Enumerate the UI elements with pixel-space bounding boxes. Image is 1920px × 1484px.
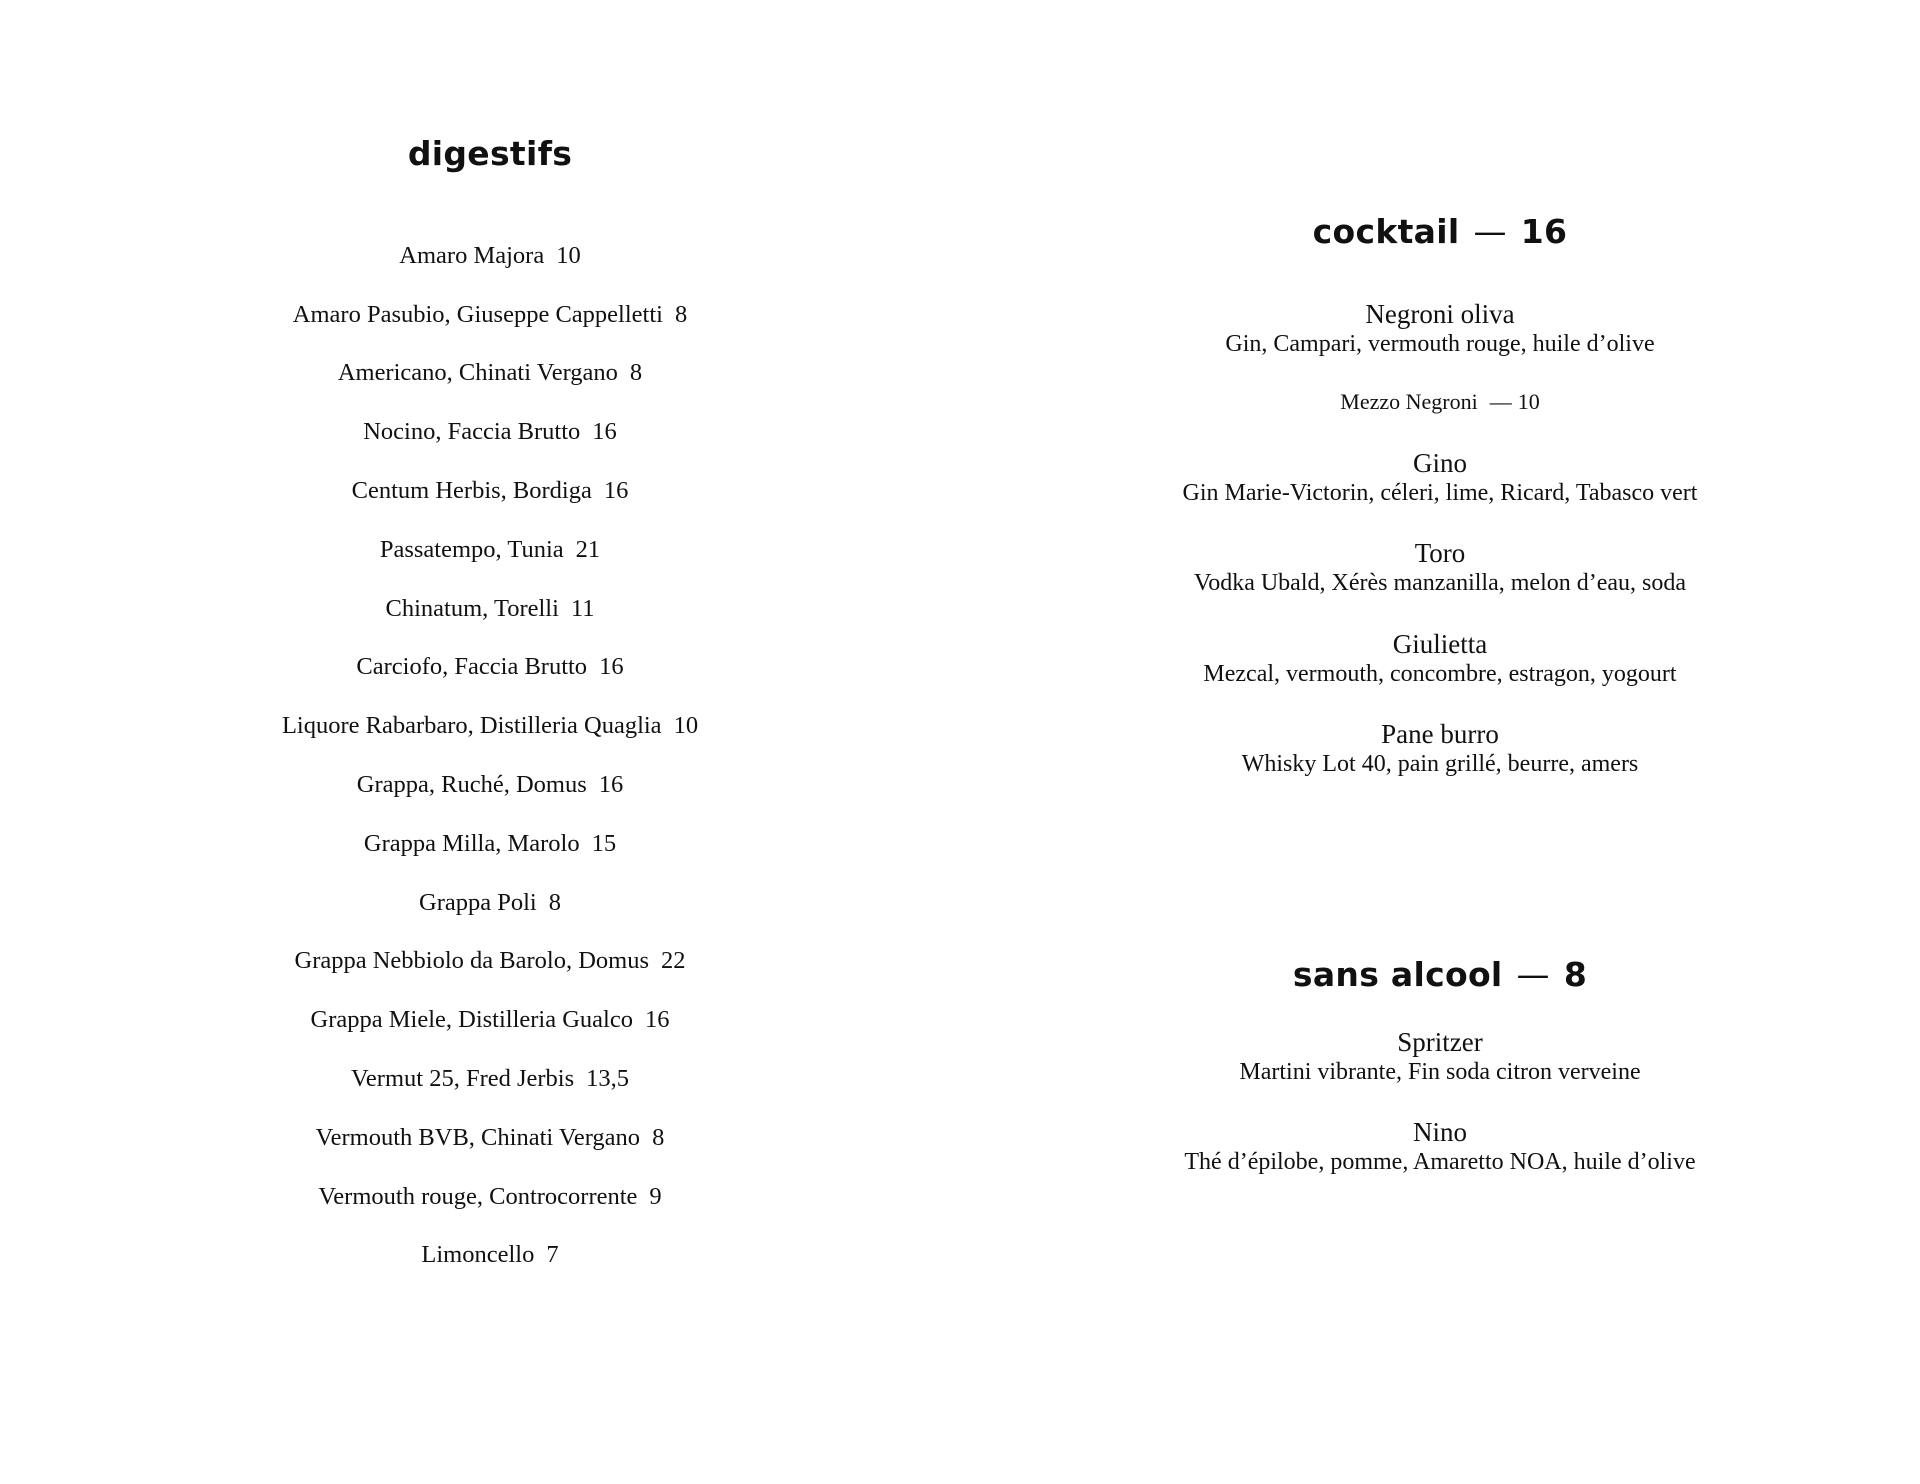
sans-alcool-description: Martini vibrante, Fin soda citron verveine: [1239, 1059, 1641, 1085]
menu-item: [190, 594, 790, 624]
item-price: 8: [629, 359, 643, 386]
variant-name: Mezzo Negroni: [1340, 389, 1478, 414]
cocktail-name: Gino: [1413, 448, 1467, 478]
menu-item: [190, 888, 790, 918]
cocktail-name: Pane burro: [1381, 719, 1499, 749]
cocktail-title-text: cocktail: [1312, 212, 1460, 251]
cocktail-title-price: 16: [1520, 212, 1568, 251]
menu-item: [190, 946, 790, 976]
item-name: Vermouth rouge, Controcorrente: [318, 1183, 638, 1210]
menu-item: [190, 711, 790, 741]
sans-alcool-name: Nino: [1413, 1117, 1467, 1147]
item-name: Grappa Poli: [419, 889, 537, 916]
cocktail-description: Gin, Campari, vermouth rouge, huile d’olive: [1225, 331, 1655, 357]
item-name: Liquore Rabarbaro, Distilleria Quaglia: [281, 712, 662, 739]
item-name: Limoncello: [421, 1241, 535, 1268]
menu-item: [190, 1182, 790, 1212]
item-price: 22: [661, 947, 686, 974]
item-price: 7: [546, 1241, 559, 1268]
item-name: Grappa Milla, Marolo: [363, 830, 580, 857]
item-price: 16: [644, 1006, 670, 1033]
item-price: 11: [570, 595, 595, 622]
cocktail-title-dash: —: [1473, 212, 1507, 251]
item-price: 16: [598, 771, 624, 798]
sans-alcool-title-dash: —: [1516, 955, 1550, 994]
cocktail-description: Gin Marie-Victorin, céleri, lime, Ricard, Tabasco vert: [1182, 480, 1698, 506]
item-name: Chinatum, Torelli: [385, 595, 559, 622]
sans-alcool-title-price: 8: [1563, 955, 1588, 994]
cocktail-description: Vodka Ubald, Xérès manzanilla, melon d’eau, soda: [1193, 570, 1687, 596]
item-price: 10: [673, 712, 699, 739]
cocktail-description: Mezcal, vermouth, concombre, estragon, yogourt: [1203, 661, 1677, 687]
item-price: 16: [599, 653, 624, 680]
menu-item: [190, 535, 790, 565]
item-name: Nocino, Faccia Brutto: [363, 418, 581, 445]
variant-dash: —: [1489, 389, 1512, 414]
item-name: Amaro Pasubio, Giuseppe Cappelletti: [292, 301, 663, 328]
item-name: Amaro Majora: [399, 242, 545, 269]
item-name: Vermouth BVB, Chinati Vergano: [315, 1124, 641, 1151]
item-name: Vermut 25, Fred Jerbis: [350, 1065, 575, 1092]
cocktail-name: Negroni oliva: [1365, 299, 1515, 329]
digestifs-title: [190, 134, 790, 173]
menu-item: [190, 358, 790, 388]
menu-item: [190, 300, 790, 330]
item-name: Carciofo, Faccia Brutto: [356, 653, 588, 680]
menu-item: [190, 652, 790, 682]
sans-alcool-description: Thé d’épilobe, pomme, Amaretto NOA, huile d’olive: [1184, 1149, 1696, 1175]
digestifs-title-text: digestifs: [407, 134, 573, 173]
item-price: 8: [652, 1124, 665, 1151]
menu-item: [190, 770, 790, 800]
cocktail-title: [1110, 212, 1770, 251]
menu-item: [190, 1123, 790, 1153]
menu-item: [190, 829, 790, 859]
menu-item: [190, 476, 790, 506]
menu-item: [190, 1240, 790, 1270]
menu-item: [190, 1064, 790, 1094]
cocktail-name: Giulietta: [1392, 629, 1488, 659]
sans-alcool-name: Spritzer: [1397, 1027, 1483, 1057]
cocktail-description: Whisky Lot 40, pain grillé, beurre, amers: [1241, 751, 1639, 777]
menu-item: [190, 241, 790, 271]
variant-price: 10: [1517, 389, 1540, 414]
cocktail-variant: [1110, 388, 1770, 416]
item-price: 8: [674, 301, 688, 328]
sans-alcool-title-text: sans alcool: [1292, 955, 1503, 994]
item-price: 8: [548, 889, 561, 916]
sans-alcool-title: [1110, 955, 1770, 994]
item-name: Passatempo, Tunia: [379, 536, 564, 563]
item-name: Grappa, Ruché, Domus: [356, 771, 587, 798]
menu-item: [190, 417, 790, 447]
menu-item: [190, 1005, 790, 1035]
item-price: 15: [591, 830, 617, 857]
item-name: Grappa Nebbiolo da Barolo, Domus: [294, 947, 649, 974]
item-price: 9: [649, 1183, 662, 1210]
item-price: 16: [603, 477, 629, 504]
item-name: Grappa Miele, Distilleria Gualco: [310, 1006, 633, 1033]
item-name: Americano, Chinati Vergano: [337, 359, 618, 386]
item-price: 16: [592, 418, 617, 445]
item-price: 10: [556, 242, 581, 269]
item-name: Centum Herbis, Bordiga: [351, 477, 592, 504]
item-price: 13,5: [586, 1065, 630, 1092]
cocktail-name: Toro: [1414, 538, 1466, 568]
item-price: 21: [575, 536, 601, 563]
